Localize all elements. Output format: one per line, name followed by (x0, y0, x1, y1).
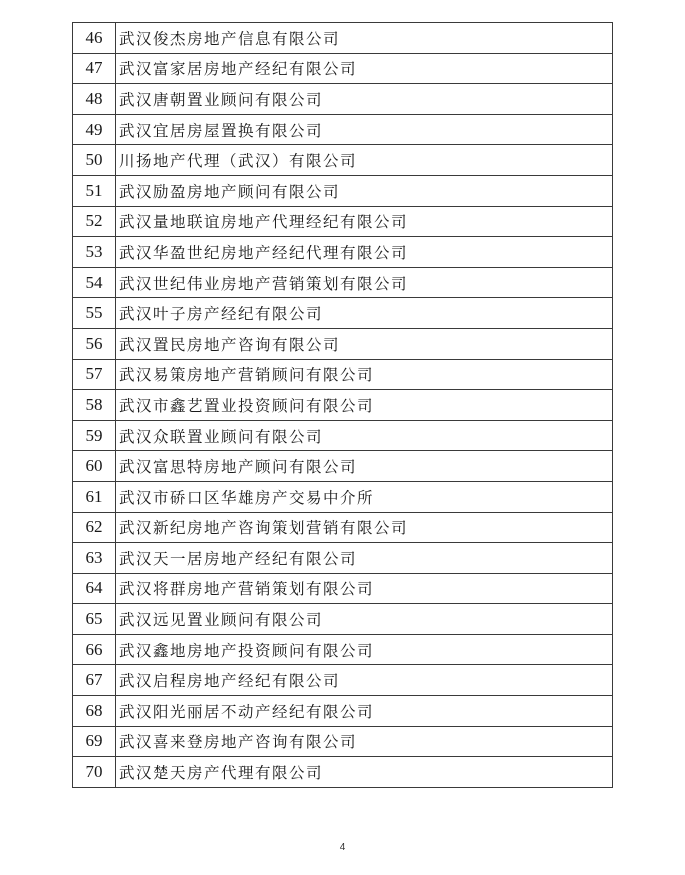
company-name-cell: 武汉远见置业顾问有限公司 (116, 604, 613, 635)
row-number-cell: 68 (73, 696, 116, 727)
company-name-cell: 武汉新纪房地产咨询策划营销有限公司 (116, 512, 613, 543)
row-number-cell: 48 (73, 84, 116, 115)
table-row (73, 114, 613, 145)
company-name-cell: 武汉置民房地产咨询有限公司 (116, 328, 613, 359)
row-number-cell: 56 (73, 328, 116, 359)
table-row (73, 604, 613, 635)
table-row (73, 84, 613, 115)
company-name-cell: 武汉量地联谊房地产代理经纪有限公司 (116, 206, 613, 237)
table-row (73, 267, 613, 298)
row-number-cell: 70 (73, 757, 116, 788)
company-name-cell: 武汉喜来登房地产咨询有限公司 (116, 726, 613, 757)
row-number-cell: 64 (73, 573, 116, 604)
table-row (73, 206, 613, 237)
row-number-cell: 67 (73, 665, 116, 696)
row-number-cell: 60 (73, 451, 116, 482)
table-row (73, 328, 613, 359)
table-row (73, 451, 613, 482)
company-name-cell: 武汉楚天房产代理有限公司 (116, 757, 613, 788)
row-number-cell: 59 (73, 420, 116, 451)
row-number-cell: 63 (73, 543, 116, 574)
company-name-cell: 武汉华盈世纪房地产经纪代理有限公司 (116, 237, 613, 268)
table-row (73, 512, 613, 543)
table-row (73, 481, 613, 512)
company-list-body (73, 23, 613, 788)
page-number: 4 (339, 842, 346, 853)
table-row (73, 726, 613, 757)
table-row (73, 23, 613, 54)
row-number-cell: 65 (73, 604, 116, 635)
table-row (73, 420, 613, 451)
company-name-cell: 武汉市硚口区华雄房产交易中介所 (116, 481, 613, 512)
table-row (73, 359, 613, 390)
table-row (73, 298, 613, 329)
company-name-cell: 武汉叶子房产经纪有限公司 (116, 298, 613, 329)
table-row (73, 665, 613, 696)
row-number-cell: 52 (73, 206, 116, 237)
company-name-cell: 武汉将群房地产营销策划有限公司 (116, 573, 613, 604)
row-number-cell: 50 (73, 145, 116, 176)
table-row (73, 634, 613, 665)
company-name-cell: 武汉天一居房地产经纪有限公司 (116, 543, 613, 574)
table-row (73, 757, 613, 788)
company-name-cell: 武汉阳光丽居不动产经纪有限公司 (116, 696, 613, 727)
company-name-cell: 武汉宜居房屋置换有限公司 (116, 114, 613, 145)
row-number-cell: 62 (73, 512, 116, 543)
company-name-cell: 武汉市鑫艺置业投资顾问有限公司 (116, 390, 613, 421)
table-row (73, 175, 613, 206)
company-name-cell: 武汉富思特房地产顾问有限公司 (116, 451, 613, 482)
row-number-cell: 66 (73, 634, 116, 665)
table-row (73, 237, 613, 268)
company-name-cell: 武汉启程房地产经纪有限公司 (116, 665, 613, 696)
company-name-cell: 武汉励盈房地产顾问有限公司 (116, 175, 613, 206)
row-number-cell: 49 (73, 114, 116, 145)
row-number-cell: 51 (73, 175, 116, 206)
table-row (73, 53, 613, 84)
table-row (73, 573, 613, 604)
row-number-cell: 46 (73, 23, 116, 54)
company-name-cell: 武汉富家居房地产经纪有限公司 (116, 53, 613, 84)
row-number-cell: 47 (73, 53, 116, 84)
company-name-cell: 武汉世纪伟业房地产营销策划有限公司 (116, 267, 613, 298)
company-name-cell: 武汉众联置业顾问有限公司 (116, 420, 613, 451)
table-row (73, 145, 613, 176)
row-number-cell: 53 (73, 237, 116, 268)
company-name-cell: 武汉易策房地产营销顾问有限公司 (116, 359, 613, 390)
company-name-cell: 武汉俊杰房地产信息有限公司 (116, 23, 613, 54)
company-list-table (72, 22, 613, 788)
row-number-cell: 55 (73, 298, 116, 329)
row-number-cell: 54 (73, 267, 116, 298)
row-number-cell: 58 (73, 390, 116, 421)
company-name-cell: 武汉鑫地房地产投资顾问有限公司 (116, 634, 613, 665)
company-name-cell: 武汉唐朝置业顾问有限公司 (116, 84, 613, 115)
table-row (73, 390, 613, 421)
row-number-cell: 61 (73, 481, 116, 512)
table-row (73, 543, 613, 574)
company-name-cell: 川扬地产代理（武汉）有限公司 (116, 145, 613, 176)
row-number-cell: 57 (73, 359, 116, 390)
table-row (73, 696, 613, 727)
row-number-cell: 69 (73, 726, 116, 757)
